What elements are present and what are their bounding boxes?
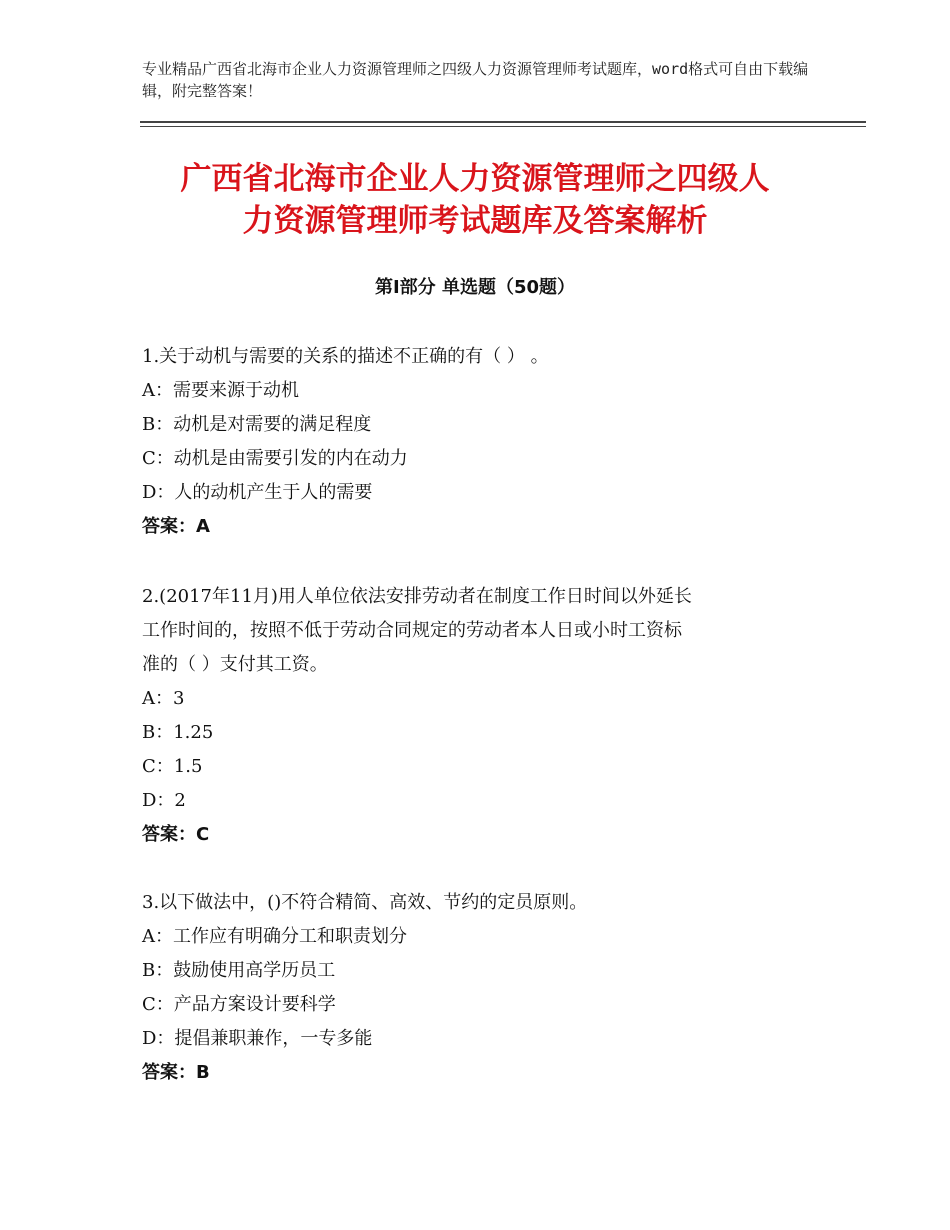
option-d: D：2 [142,790,186,811]
document-title-line-1: 广西省北海市企业人力资源管理师之四级人 [180,161,770,197]
option-d: D：提倡兼职兼作，一专多能 [142,1028,373,1049]
option-c: C：1.5 [142,756,203,777]
option-a: A：需要来源于动机 [142,380,299,401]
option-c: C：动机是由需要引发的内在动力 [142,448,408,469]
question-2 [142,580,822,852]
header-note: 专业精品广西省北海市企业人力资源管理师之四级人力资源管理师考试题库，word格式可自由下载编辑，附完整答案！ [142,60,809,100]
option-d: D：人的动机产生于人的需要 [142,482,373,503]
option-b: B：动机是对需要的满足程度 [142,414,372,435]
answer: 答案：B [142,1062,210,1083]
question-stem-line-3: 准的（ ）支付其工资。 [142,654,328,675]
document-title-line-2: 力资源管理师考试题库及答案解析 [242,203,708,239]
question-1 [142,340,822,544]
question-stem-line-2: 工作时间的，按照不低于劳动合同规定的劳动者本人日或小时工资标 [142,620,682,641]
document-title [100,158,850,242]
question-3 [142,886,822,1090]
section-title: 第Ⅰ部分 单选题（50题） [374,277,575,298]
question-stem: 3.以下做法中，()不符合精简、高效、节约的定员原则。 [142,892,588,913]
question-stem-line-1: 2.(2017年11月)用人单位依法安排劳动者在制度工作日时间以外延长 [142,586,692,607]
option-b: B：1.25 [142,722,214,743]
option-a: A：3 [142,688,185,709]
option-b: B：鼓励使用高学历员工 [142,960,336,981]
question-stem: 1.关于动机与需要的关系的描述不正确的有（ ） 。 [142,346,549,367]
answer: 答案：A [142,516,210,537]
option-c: C：产品方案设计要科学 [142,994,336,1015]
answer: 答案：C [142,824,210,845]
header-rule-thin [140,126,866,127]
header-rule-thick [140,121,866,123]
option-a: A：工作应有明确分工和职责划分 [142,926,407,947]
